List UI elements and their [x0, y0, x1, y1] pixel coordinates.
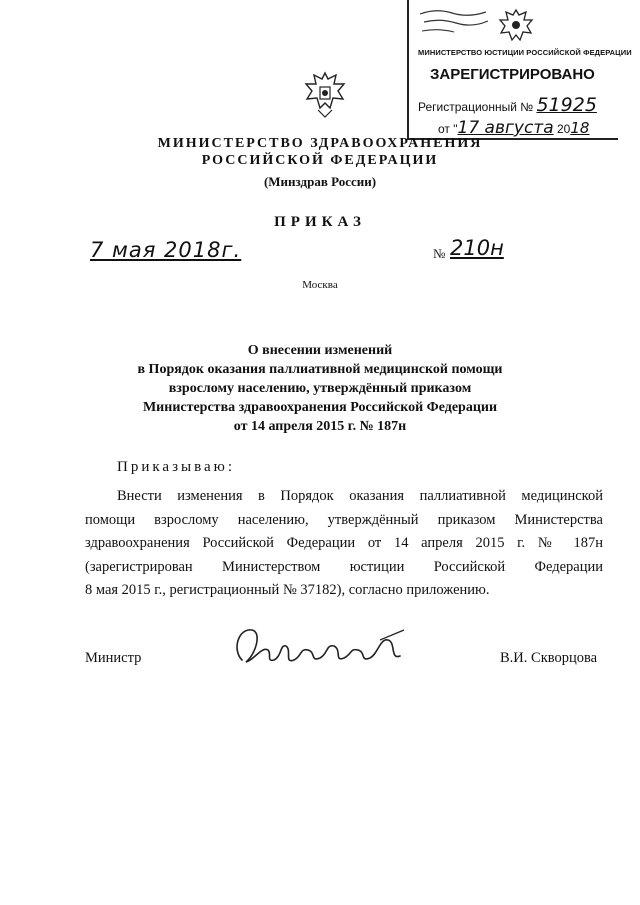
body-line-2: помощи взрослому населению, утверждённый приказом Министерства: [85, 512, 603, 528]
order-word: Приказываю:: [117, 459, 235, 475]
ministry-name-line2: РОССИЙСКОЙ ФЕДЕРАЦИИ: [201, 153, 439, 168]
body-line-1: Внести изменения в Порядок оказания паллиативной медицинской: [117, 488, 603, 504]
ministry-name-line1: МИНИСТЕРСТВО ЗДРАВООХРАНЕНИЯ: [157, 136, 483, 151]
stamp-title: ЗАРЕГИСТРИРОВАНО: [430, 66, 595, 83]
stamp-ministry: МИНИСТЕРСТВО ЮСТИЦИИ РОССИЙСКОЙ ФЕДЕРАЦИИ: [418, 48, 632, 57]
ministry-short-name: (Минздрав России): [263, 174, 377, 189]
signatory-position: Министр: [85, 650, 142, 666]
body-line-3: здравоохранения Российской Федерации от 14 апреля 2015 г. № 187н: [85, 535, 603, 551]
title-line-4: Министерства здравоохранения Российской Федерации: [142, 400, 498, 415]
order-number-handwritten: 210н: [450, 236, 504, 260]
stamp-eagle-icon: [496, 6, 536, 46]
stamp-reg-label: Регистрационный №: [418, 100, 534, 114]
order-date-handwritten: 7 мая 2018г.: [90, 238, 242, 262]
stamp-registration-line: [418, 94, 597, 116]
coat-of-arms-icon: [302, 70, 348, 120]
stamp-date-handwritten: 17 августа: [457, 118, 554, 138]
stamp-year-handwritten: 18: [570, 119, 590, 137]
title-line-1: О внесении изменений: [247, 343, 393, 358]
body-line-4: (зарегистрирован Министерством юстиции Российской Федерации: [85, 559, 603, 575]
stamp-date-prefix: от ": [438, 122, 458, 136]
signatory-name: В.И. Скворцова: [500, 650, 598, 666]
title-line-3: взрослому населению, утверждённый приказом: [168, 381, 472, 396]
stamp-handwritten-mark: [416, 4, 496, 38]
stamp-reg-number: 51925: [536, 94, 597, 116]
signature-mark: [228, 620, 414, 676]
city: Москва: [302, 279, 338, 291]
document-type: ПРИКАЗ: [274, 214, 366, 230]
title-line-5: от 14 апреля 2015 г. № 187н: [233, 419, 407, 434]
title-line-2: в Порядок оказания паллиативной медицинской помощи: [137, 362, 503, 377]
stamp-year-prefix: 20: [556, 122, 571, 136]
stamp-date-line: [438, 118, 589, 138]
order-number-label: №: [433, 246, 446, 261]
body-line-5: 8 мая 2015 г., регистрационный № 37182), согласно приложению.: [85, 582, 490, 598]
